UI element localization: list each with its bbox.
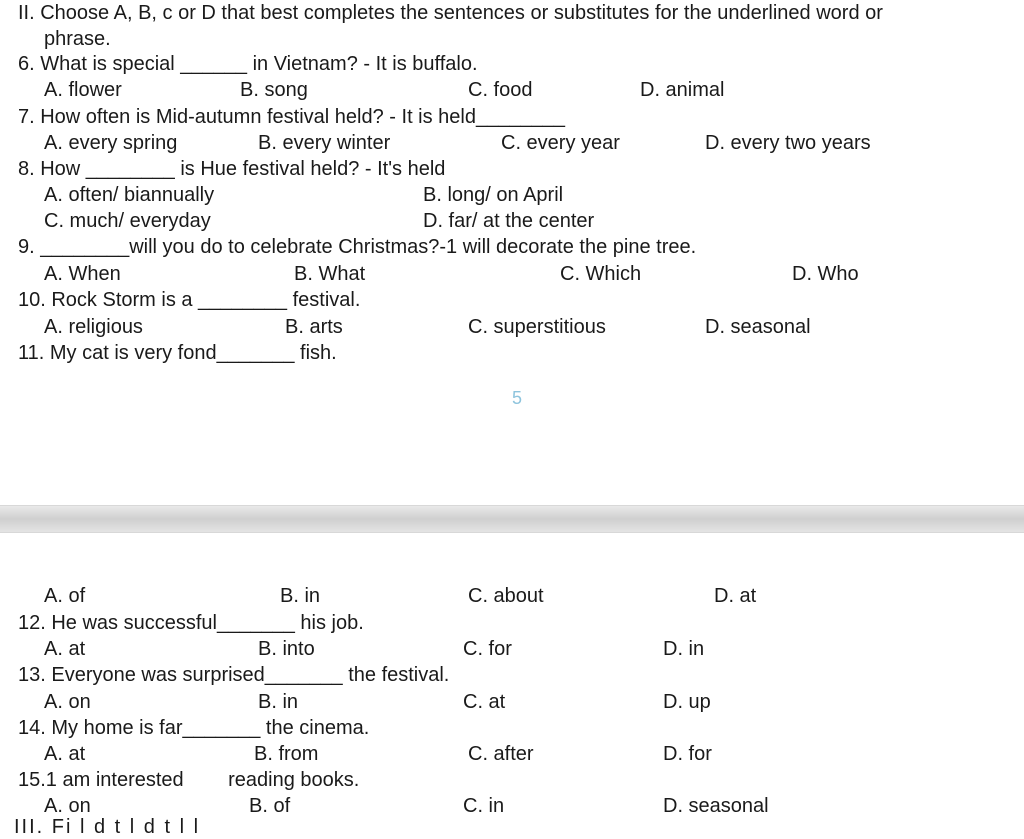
q6-option-c: C. food (468, 79, 533, 101)
question-11: 11. My cat is very fond_______ fish. (18, 342, 337, 364)
q6-option-b: B. song (240, 79, 308, 101)
q9-option-d: D. Who (792, 263, 859, 285)
question-14: 14. My home is far_______ the cinema. (18, 717, 370, 739)
question-7: 7. How often is Mid-autumn festival held? - It is held________ (18, 106, 565, 128)
q7-option-a: A. every spring (44, 132, 178, 154)
q13-option-c: C. at (463, 691, 506, 713)
q12-option-b: B. into (258, 638, 315, 660)
q9-option-c: C. Which (560, 263, 642, 285)
q13-option-d: D. up (663, 691, 711, 713)
q15-option-b: B. of (249, 795, 291, 817)
cut-off-text: III. Fi l d t l d t l l (14, 816, 201, 838)
q11-option-b: B. in (280, 585, 321, 607)
q14-option-b: B. from (254, 743, 319, 765)
cut-off-next-section (0, 816, 1024, 838)
q12-option-d: D. in (663, 638, 705, 660)
q6-option-d: D. animal (640, 79, 725, 101)
q15-option-d: D. seasonal (663, 795, 769, 817)
instruction (18, 0, 1018, 52)
q12-option-c: C. for (463, 638, 512, 660)
question-8: 8. How ________ is Hue festival held? - It's held (18, 158, 446, 180)
q11-option-c: C. about (468, 585, 544, 607)
instruction-line-2: phrase. (44, 28, 111, 50)
page-number: 5 (512, 388, 523, 408)
question-9: 9. ________will you do to celebrate Christmas?-1 will decorate the pine tree. (18, 236, 697, 258)
q14-option-d: D. for (663, 743, 712, 765)
page-divider (0, 505, 1024, 533)
q8-option-b: B. long/ on April (423, 184, 564, 206)
q15-option-a: A. on (44, 795, 91, 817)
question-10: 10. Rock Storm is a ________ festival. (18, 289, 361, 311)
q11-option-a: A. of (44, 585, 86, 607)
q7-option-b: B. every winter (258, 132, 391, 154)
q10-option-d: D. seasonal (705, 316, 811, 338)
q10-option-c: C. superstitious (468, 316, 606, 338)
question-13: 13. Everyone was surprised_______ the festival. (18, 664, 450, 686)
question-12: 12. He was successful_______ his job. (18, 612, 364, 634)
q8-option-d: D. far/ at the center (423, 210, 595, 232)
instruction-line-1: II. Choose A, B, c or D that best completes the sentences or substitutes for the underlined word or (18, 2, 883, 24)
q11-option-d: D. at (714, 585, 757, 607)
q9-option-b: B. What (294, 263, 366, 285)
q15-option-c: C. in (463, 795, 505, 817)
q10-option-b: B. arts (285, 316, 343, 338)
q8-option-c: C. much/ everyday (44, 210, 211, 232)
q13-option-a: A. on (44, 691, 91, 713)
q6-option-a: A. flower (44, 79, 122, 101)
q7-option-d: D. every two years (705, 132, 871, 154)
q12-option-a: A. at (44, 638, 86, 660)
q10-option-a: A. religious (44, 316, 143, 338)
q8-option-a: A. often/ biannually (44, 184, 215, 206)
q9-option-a: A. When (44, 263, 121, 285)
question-6: 6. What is special ______ in Vietnam? - It is buffalo. (18, 53, 478, 75)
question-15: 15.1 am interested reading books. (18, 769, 360, 791)
q7-option-c: C. every year (501, 132, 620, 154)
q14-option-c: C. after (468, 743, 534, 765)
q13-option-b: B. in (258, 691, 299, 713)
q14-option-a: A. at (44, 743, 86, 765)
